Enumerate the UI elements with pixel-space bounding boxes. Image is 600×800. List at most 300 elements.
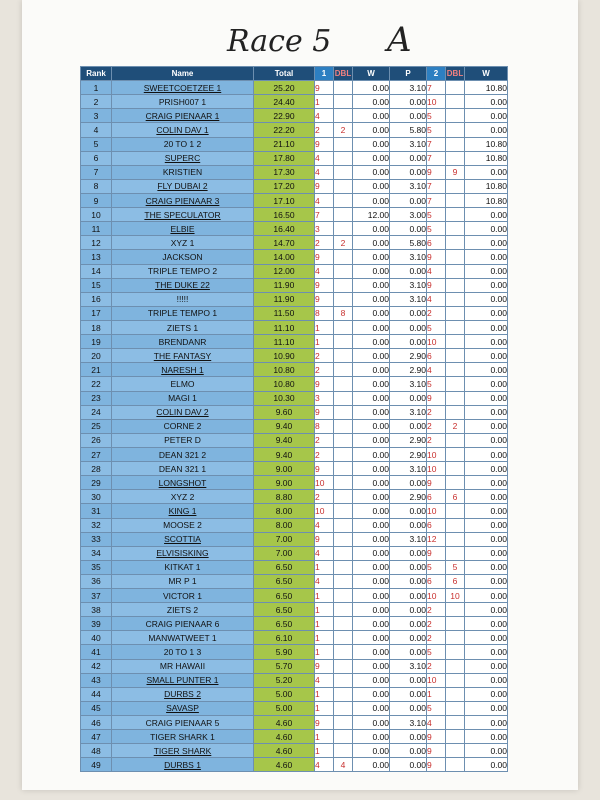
dbl-1-cell [334,151,353,165]
table-row [81,659,508,673]
name-cell: XYZ 2 [112,490,254,504]
pick-2-cell: 6 [427,574,446,588]
total-cell: 5.90 [254,645,315,659]
place-cell: 0.00 [390,574,427,588]
place-cell: 0.00 [390,109,427,123]
place-cell: 0.00 [390,701,427,715]
dbl-2-cell [446,447,465,461]
name-cell: KRISTIEN [112,165,254,179]
table-row [81,631,508,645]
win-2-cell: 10.80 [465,193,508,207]
name-cell: PETER D [112,433,254,447]
dbl-1-cell [334,744,353,758]
dbl-2-cell: 6 [446,490,465,504]
dbl-2-cell [446,546,465,560]
rank-cell: 35 [81,560,112,574]
win-2-cell: 0.00 [465,95,508,109]
name-cell: THE SPECULATOR [112,208,254,222]
win-2-cell: 0.00 [465,631,508,645]
table-row [81,504,508,518]
rank-cell: 33 [81,532,112,546]
dbl-2-cell [446,306,465,320]
rank-cell: 24 [81,405,112,419]
rank-cell: 41 [81,645,112,659]
win-2-cell: 0.00 [465,716,508,730]
dbl-2-cell [446,222,465,236]
win-1-cell: 0.00 [353,490,390,504]
dbl-1-cell [334,109,353,123]
place-cell: 2.90 [390,490,427,504]
total-cell: 17.10 [254,193,315,207]
win-2-cell: 0.00 [465,335,508,349]
pick-2-cell: 2 [427,405,446,419]
race-title: Race 5 [227,24,332,59]
total-cell: 6.50 [254,603,315,617]
total-cell: 10.90 [254,349,315,363]
place-cell: 0.00 [390,419,427,433]
pick-2-cell: 1 [427,687,446,701]
table-row [81,603,508,617]
place-cell: 5.80 [390,123,427,137]
table-row [81,363,508,377]
rank-cell: 21 [81,363,112,377]
pick-2-cell: 10 [427,504,446,518]
win-1-cell: 0.00 [353,137,390,151]
table-row [81,292,508,306]
dbl-2-cell [446,617,465,631]
total-cell: 6.10 [254,631,315,645]
total-cell: 7.00 [254,532,315,546]
win-2-cell: 0.00 [465,419,508,433]
pick-1-cell: 8 [315,306,334,320]
total-cell: 8.00 [254,504,315,518]
pick-1-cell: 4 [315,109,334,123]
total-cell: 11.90 [254,278,315,292]
rank-cell: 11 [81,222,112,236]
pick-1-cell: 1 [315,701,334,715]
name-cell: MANWATWEET 1 [112,631,254,645]
dbl-1-cell [334,377,353,391]
win-1-cell: 0.00 [353,363,390,377]
total-cell: 17.20 [254,179,315,193]
win-2-cell: 0.00 [465,462,508,476]
pick-2-cell: 10 [427,335,446,349]
rank-cell: 31 [81,504,112,518]
dbl-1-cell: 2 [334,123,353,137]
total-cell: 5.70 [254,659,315,673]
total-cell: 11.90 [254,292,315,306]
win-1-cell: 0.00 [353,589,390,603]
dbl-1-cell [334,95,353,109]
name-cell: SAVASP [112,701,254,715]
place-cell: 0.00 [390,306,427,320]
rank-cell: 20 [81,349,112,363]
pick-2-cell: 12 [427,532,446,546]
win-1-cell: 0.00 [353,405,390,419]
win-2-cell: 0.00 [465,645,508,659]
name-cell: ZIETS 2 [112,603,254,617]
table-body [81,81,508,772]
pick-1-cell: 9 [315,278,334,292]
win-2-cell: 10.80 [465,81,508,95]
table-row [81,349,508,363]
dbl-1-cell [334,405,353,419]
dbl-2-cell: 5 [446,560,465,574]
table-row [81,744,508,758]
rank-cell: 40 [81,631,112,645]
dbl-1-cell [334,546,353,560]
win-2-cell: 0.00 [465,278,508,292]
total-cell: 8.00 [254,518,315,532]
win-1-cell: 0.00 [353,560,390,574]
rank-cell: 29 [81,476,112,490]
win-2-cell: 0.00 [465,165,508,179]
name-cell: ELBIE [112,222,254,236]
name-cell: COLIN DAV 2 [112,405,254,419]
place-cell: 3.10 [390,532,427,546]
dbl-2-cell: 10 [446,589,465,603]
place-cell: 0.00 [390,151,427,165]
win-1-cell: 0.00 [353,109,390,123]
place-cell: 0.00 [390,95,427,109]
dbl-2-cell [446,504,465,518]
rank-cell: 34 [81,546,112,560]
dbl-1-cell [334,476,353,490]
rank-cell: 2 [81,95,112,109]
pick-2-cell: 4 [427,292,446,306]
win-2-cell: 0.00 [465,659,508,673]
place-cell: 0.00 [390,589,427,603]
win-2-cell: 0.00 [465,264,508,278]
table-row [81,462,508,476]
win-1-cell: 0.00 [353,631,390,645]
pick-1-cell: 1 [315,95,334,109]
win-2-cell: 0.00 [465,391,508,405]
win-1-cell: 0.00 [353,504,390,518]
rank-cell: 44 [81,687,112,701]
name-cell: JACKSON [112,250,254,264]
place-cell: 3.10 [390,81,427,95]
table-row [81,433,508,447]
name-cell: MR HAWAII [112,659,254,673]
win-2-cell: 0.00 [465,744,508,758]
table-row [81,476,508,490]
total-cell: 14.70 [254,236,315,250]
win-2-cell: 0.00 [465,532,508,546]
total-cell: 11.50 [254,306,315,320]
pick-1-cell: 4 [315,518,334,532]
pick-1-cell: 2 [315,236,334,250]
pick-1-cell: 10 [315,504,334,518]
total-cell: 17.30 [254,165,315,179]
rank-cell: 30 [81,490,112,504]
table-row [81,405,508,419]
dbl-2-cell [446,687,465,701]
pick-2-cell: 2 [427,603,446,617]
win-2-cell: 10.80 [465,179,508,193]
pick-2-cell: 7 [427,81,446,95]
dbl-2-cell [446,716,465,730]
rank-cell: 38 [81,603,112,617]
place-cell: 3.10 [390,405,427,419]
dbl-1-cell [334,673,353,687]
dbl-2-cell [446,193,465,207]
rank-cell: 48 [81,744,112,758]
name-cell: KITKAT 1 [112,560,254,574]
pick-1-cell: 2 [315,349,334,363]
win-1-cell: 0.00 [353,236,390,250]
win-1-cell: 0.00 [353,349,390,363]
name-cell: CRAIG PIENAAR 5 [112,716,254,730]
place-cell: 0.00 [390,645,427,659]
table-row [81,687,508,701]
name-cell: COLIN DAV 1 [112,123,254,137]
place-cell: 3.10 [390,250,427,264]
place-cell: 0.00 [390,476,427,490]
win-1-cell: 0.00 [353,758,390,772]
win-1-cell: 0.00 [353,462,390,476]
win-2-cell: 0.00 [465,433,508,447]
dbl-2-cell [446,151,465,165]
win-1-cell: 0.00 [353,687,390,701]
name-cell: DURBS 2 [112,687,254,701]
win-2-cell: 0.00 [465,306,508,320]
pick-1-cell: 1 [315,603,334,617]
table-row [81,179,508,193]
pick-1-cell: 9 [315,462,334,476]
name-cell: XYZ 1 [112,236,254,250]
rank-cell: 32 [81,518,112,532]
win-1-cell: 0.00 [353,250,390,264]
place-cell: 0.00 [390,560,427,574]
place-cell: 3.10 [390,137,427,151]
dbl-1-cell [334,278,353,292]
win-2-cell: 0.00 [465,758,508,772]
total-cell: 17.80 [254,151,315,165]
table-row [81,208,508,222]
dbl-2-cell: 9 [446,165,465,179]
dbl-2-cell [446,278,465,292]
win-1-cell: 0.00 [353,264,390,278]
win-2-cell: 0.00 [465,292,508,306]
win-2-cell: 0.00 [465,589,508,603]
pick-1-cell: 2 [315,363,334,377]
pick-1-cell: 1 [315,687,334,701]
pick-1-cell: 4 [315,673,334,687]
win-1-cell: 0.00 [353,673,390,687]
pick-1-cell: 1 [315,645,334,659]
rank-cell: 28 [81,462,112,476]
table-row [81,546,508,560]
total-cell: 14.00 [254,250,315,264]
table-row [81,391,508,405]
win-2-cell: 0.00 [465,687,508,701]
table-row [81,320,508,334]
win-1-cell: 0.00 [353,123,390,137]
pick-2-cell: 4 [427,264,446,278]
win-2-cell: 0.00 [465,363,508,377]
win-2-cell: 0.00 [465,377,508,391]
win-2-cell: 0.00 [465,673,508,687]
pick-2-cell: 5 [427,208,446,222]
rank-cell: 10 [81,208,112,222]
pick-2-cell: 5 [427,109,446,123]
total-cell: 25.20 [254,81,315,95]
pick-1-cell: 3 [315,391,334,405]
dbl-1-cell [334,349,353,363]
rank-cell: 18 [81,320,112,334]
pick-1-cell: 4 [315,546,334,560]
rank-cell: 42 [81,659,112,673]
total-cell: 7.00 [254,546,315,560]
header-total: Total [254,67,315,81]
place-cell: 3.10 [390,377,427,391]
name-cell: DURBS 1 [112,758,254,772]
rank-cell: 43 [81,673,112,687]
total-cell: 9.00 [254,462,315,476]
table-row [81,137,508,151]
dbl-2-cell [446,179,465,193]
win-1-cell: 0.00 [353,716,390,730]
table-row [81,306,508,320]
win-1-cell: 0.00 [353,518,390,532]
pick-1-cell: 7 [315,208,334,222]
dbl-1-cell [334,532,353,546]
win-1-cell: 0.00 [353,447,390,461]
win-1-cell: 0.00 [353,81,390,95]
name-cell: TRIPLE TEMPO 1 [112,306,254,320]
rank-cell: 39 [81,617,112,631]
pick-1-cell: 1 [315,320,334,334]
win-1-cell: 0.00 [353,532,390,546]
table-row [81,222,508,236]
name-cell: 20 TO 1 3 [112,645,254,659]
table-row [81,95,508,109]
win-2-cell: 0.00 [465,603,508,617]
race-letter: A [387,20,412,60]
win-1-cell: 0.00 [353,193,390,207]
pick-1-cell: 2 [315,433,334,447]
pick-1-cell: 1 [315,744,334,758]
table-row [81,673,508,687]
pick-2-cell: 2 [427,617,446,631]
win-1-cell: 0.00 [353,574,390,588]
rank-cell: 49 [81,758,112,772]
total-cell: 9.40 [254,419,315,433]
pick-1-cell: 9 [315,292,334,306]
pick-2-cell: 9 [427,546,446,560]
win-1-cell: 0.00 [353,165,390,179]
place-cell: 2.90 [390,349,427,363]
name-cell: SCOTTIA [112,532,254,546]
dbl-2-cell [446,659,465,673]
dbl-1-cell [334,193,353,207]
win-1-cell: 0.00 [353,419,390,433]
total-cell: 9.40 [254,433,315,447]
dbl-2-cell [446,673,465,687]
win-1-cell: 0.00 [353,151,390,165]
place-cell: 3.10 [390,716,427,730]
table-row [81,645,508,659]
place-cell: 3.10 [390,659,427,673]
dbl-1-cell [334,574,353,588]
pick-2-cell: 10 [427,462,446,476]
pick-2-cell: 9 [427,730,446,744]
table-row [81,490,508,504]
rank-cell: 7 [81,165,112,179]
win-2-cell: 0.00 [465,250,508,264]
dbl-2-cell [446,335,465,349]
pick-2-cell: 2 [427,419,446,433]
dbl-2-cell [446,631,465,645]
place-cell: 0.00 [390,631,427,645]
dbl-1-cell [334,490,353,504]
dbl-2-cell [446,518,465,532]
header-rank: Rank [81,67,112,81]
pick-2-cell: 9 [427,278,446,292]
pick-2-cell: 6 [427,518,446,532]
rank-cell: 8 [81,179,112,193]
pick-1-cell: 2 [315,447,334,461]
dbl-1-cell [334,208,353,222]
win-1-cell: 0.00 [353,617,390,631]
pick-1-cell: 9 [315,250,334,264]
place-cell: 0.00 [390,335,427,349]
dbl-1-cell [334,447,353,461]
rank-cell: 16 [81,292,112,306]
place-cell: 0.00 [390,758,427,772]
dbl-2-cell [446,433,465,447]
table-row [81,335,508,349]
win-1-cell: 0.00 [353,645,390,659]
pick-1-cell: 2 [315,490,334,504]
dbl-1-cell: 4 [334,758,353,772]
rank-cell: 27 [81,447,112,461]
name-cell: TIGER SHARK 1 [112,730,254,744]
win-1-cell: 0.00 [353,292,390,306]
table-row [81,730,508,744]
pick-2-cell: 2 [427,631,446,645]
leaderboard-table [80,66,508,772]
win-2-cell: 0.00 [465,236,508,250]
name-cell: NARESH 1 [112,363,254,377]
win-1-cell: 0.00 [353,730,390,744]
header-pick-1: 1 [315,67,334,81]
dbl-1-cell: 2 [334,236,353,250]
win-2-cell: 0.00 [465,490,508,504]
name-cell: CRAIG PIENAAR 3 [112,193,254,207]
name-cell: PRISH007 1 [112,95,254,109]
pick-1-cell: 9 [315,716,334,730]
place-cell: 3.10 [390,179,427,193]
header-name: Name [112,67,254,81]
dbl-2-cell [446,701,465,715]
dbl-1-cell [334,264,353,278]
table-row [81,278,508,292]
dbl-1-cell [334,320,353,334]
table-row [81,560,508,574]
dbl-1-cell [334,716,353,730]
total-cell: 24.40 [254,95,315,109]
win-1-cell: 0.00 [353,701,390,715]
handwritten-heading [22,18,578,68]
pick-2-cell: 9 [427,476,446,490]
dbl-2-cell [446,532,465,546]
name-cell: THE FANTASY [112,349,254,363]
pick-2-cell: 7 [427,193,446,207]
name-cell: KING 1 [112,504,254,518]
dbl-2-cell [446,377,465,391]
